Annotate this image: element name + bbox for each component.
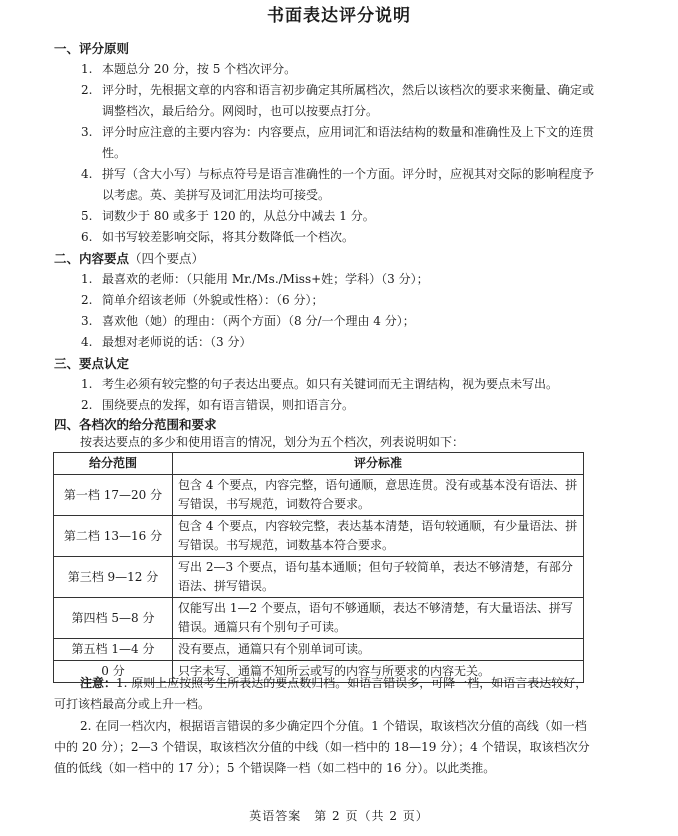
score-range: 第三档 9—12 分 <box>54 557 173 598</box>
table-row <box>54 516 584 557</box>
item-number: 4. <box>81 335 93 349</box>
score-criteria: 仅能写出 1—2 个要点，语句不够通顺，表达不够清楚，有大量语法、拼写错误。通篇只有个别句子可读。 <box>173 598 584 639</box>
table-row <box>54 557 584 598</box>
note-2: 2. 在同一档次内，根据语言错误的多少确定四个分值。1 个错误，取该档次分值的高线（如一档中的 20 分）；2—3 个错误，取该档次分值的中线（如一档中的 18—19 分）；4 个错误，取该档次分值的低线（如一档中的 17 分）；5 个错误降一档（如二档中的 16 分）。以此类推。 <box>54 719 590 775</box>
table-row <box>54 475 584 516</box>
list-item <box>81 227 601 248</box>
item-number: 3. <box>81 125 93 139</box>
score-range: 第一档 17—20 分 <box>54 475 173 516</box>
score-criteria: 写出 2—3 个要点，语句基本通顺；但句子较简单，表达不够清楚，有部分语法、拼写错误。 <box>173 557 584 598</box>
item-text: 如书写较差影响交际，将其分数降低一个档次。 <box>102 230 355 244</box>
note-lead: 注意： <box>80 676 117 690</box>
item-number: 2. <box>81 398 93 412</box>
list-item <box>81 164 601 206</box>
list-item <box>81 395 601 416</box>
item-number: 1. <box>81 272 93 286</box>
score-criteria: 只字未写、通篇不知所云或写的内容与所要求的内容无关。 <box>173 661 584 683</box>
list-item <box>81 122 601 164</box>
item-text: 考生必须有较完整的句子表达出要点。如只有关键词而无主谓结构，视为要点未写出。 <box>102 377 559 391</box>
item-number: 2. <box>81 293 93 307</box>
score-range: 第二档 13—16 分 <box>54 516 173 557</box>
note-1 <box>54 673 594 715</box>
item-number: 3. <box>81 314 93 328</box>
score-range: 第五档 1—4 分 <box>54 639 173 661</box>
item-text: 评分时，先根据文章的内容和语言初步确定其所属档次，然后以该档次的要求来衡量、确定或调整档次，最后给分。网阅时，也可以按要点打分。 <box>102 83 595 118</box>
list-item <box>81 80 601 122</box>
list-item <box>81 269 601 290</box>
item-text: 拼写（含大小写）与标点符号是语言准确性的一个方面。评分时，应视其对交际的影响程度予以考虑。英、美拼写及词汇用法均可接受。 <box>102 167 595 202</box>
table-header-row <box>54 453 584 475</box>
table-row <box>54 639 584 661</box>
item-number: 6. <box>81 230 93 244</box>
page-footer: 英语答案 第 2 页（共 2 页） <box>249 809 429 823</box>
scoring-table <box>53 452 584 683</box>
section-1-heading: 一、评分原则 <box>54 41 130 56</box>
section-2-heading-label: 二、内容要点 <box>54 251 130 266</box>
list-item <box>81 374 621 395</box>
score-range: 0 分 <box>54 661 173 683</box>
column-header-criteria: 评分标准 <box>173 453 584 475</box>
item-text: 最想对老师说的话：（3 分） <box>102 335 252 349</box>
list-item <box>81 290 601 311</box>
score-criteria: 包含 4 个要点，内容较完整，表达基本清楚，语句较通顺，有少量语法、拼写错误。书写规范，词数基本符合要求。 <box>173 516 584 557</box>
item-text: 简单介绍该老师（外貌或性格）：（6 分）； <box>102 293 324 307</box>
section-2-heading <box>54 248 204 269</box>
item-number: 5. <box>81 209 93 223</box>
column-header-range: 给分范围 <box>54 453 173 475</box>
item-text: 本题总分 20 分，按 5 个档次评分。 <box>102 62 297 76</box>
list-item <box>81 59 601 80</box>
note-1-text: 1. 原则上应按照考生所表达的要点数归档。如语言错误多，可降一档，如语言表达较好，可打该档最高分或上升一档。 <box>54 676 588 711</box>
score-criteria: 没有要点，通篇只有个别单词可读。 <box>173 639 584 661</box>
list-item <box>81 332 601 353</box>
item-text: 词数少于 80 或多于 120 的，从总分中减去 1 分。 <box>102 209 375 223</box>
list-item <box>81 206 601 227</box>
item-number: 4. <box>81 167 93 181</box>
section-3-heading: 三、要点认定 <box>54 356 130 371</box>
table-row <box>54 598 584 639</box>
item-text: 评分时应注意的主要内容为：内容要点，应用词汇和语法结构的数量和准确性及上下文的连贯性。 <box>102 125 595 160</box>
section-4-intro: 按表达要点的多少和使用语言的情况，划分为五个档次，列表说明如下： <box>80 435 465 449</box>
item-text: 围绕要点的发挥，如有语言错误，则扣语言分。 <box>102 398 355 412</box>
item-text: 最喜欢的老师：（只能用 Mr./Ms./Miss+姓；学科）（3 分）； <box>102 272 429 286</box>
score-range: 第四档 5—8 分 <box>54 598 173 639</box>
page-title: 书面表达评分说明 <box>267 6 411 26</box>
item-number: 1. <box>81 62 93 76</box>
item-text: 喜欢他（她）的理由：（两个方面）（8 分/一个理由 4 分）； <box>102 314 415 328</box>
item-number: 2. <box>81 83 93 97</box>
section-2-subheading: （四个要点） <box>129 251 205 266</box>
item-number: 1. <box>81 377 93 391</box>
section-4-heading: 四、各档次的给分范围和要求 <box>54 417 217 432</box>
list-item <box>81 311 601 332</box>
score-criteria: 包含 4 个要点，内容完整，语句通顺，意思连贯。没有或基本没有语法、拼写错误，书写规范，词数符合要求。 <box>173 475 584 516</box>
